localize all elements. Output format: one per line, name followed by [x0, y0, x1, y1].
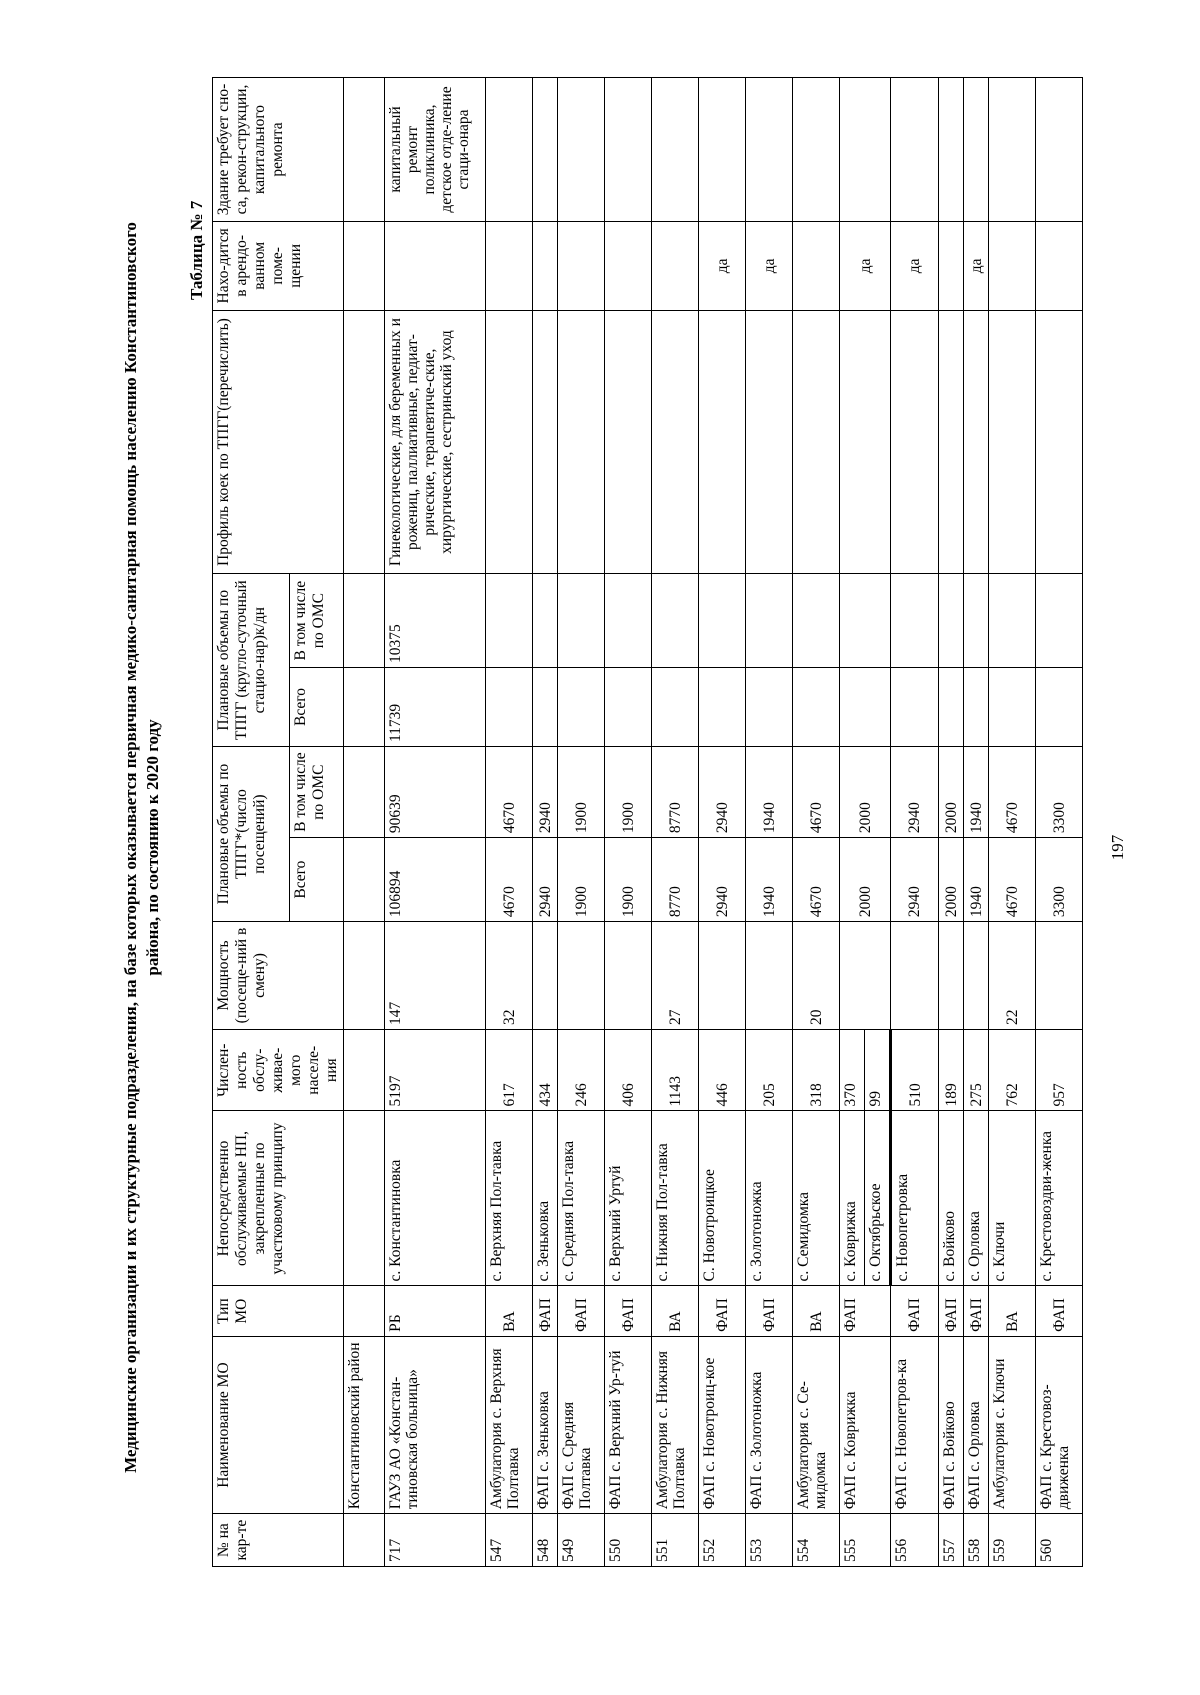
header-visits-group: Плановые объемы по ТПГГ*(число посещений)	[213, 747, 290, 922]
cell-served: с. Верхний Уртуй	[605, 1111, 652, 1286]
cell-type: ФАП	[1036, 1286, 1083, 1336]
cell-population: 434	[533, 1029, 558, 1111]
cell-population: 510	[891, 1029, 939, 1111]
cell-served: с. Средняя Пол-тавка	[558, 1111, 605, 1286]
table-row	[652, 78, 699, 1567]
cell-repair	[989, 78, 1036, 222]
header-beds-group: Плановые объемы по ТПГГ (кругло-суточный стацио-нар)к/дн	[213, 574, 290, 747]
cell-population: 762	[989, 1029, 1036, 1111]
cell-capacity	[558, 922, 605, 1030]
cell-profile	[746, 310, 793, 574]
cell-repair	[746, 78, 793, 222]
cell-visits-oms: 2940	[533, 747, 558, 838]
cell-type: ФАП	[533, 1286, 558, 1336]
cell-visits-total: 8770	[652, 838, 699, 922]
table-row-main-hospital	[385, 78, 486, 1567]
cell-capacity	[1036, 922, 1083, 1030]
header-population: Числен-ность обслу-живае-мого населе-ния	[213, 1029, 344, 1111]
document-title	[120, 120, 164, 1575]
cell-beds-oms	[891, 574, 939, 668]
cell-num: 717	[385, 1514, 486, 1567]
table-header	[213, 78, 344, 1567]
cell-name: Амбулатория с. Нижняя Полтавка	[652, 1336, 699, 1513]
cell-beds-oms	[699, 574, 746, 668]
cell-beds-total	[558, 667, 605, 746]
cell-name: ФАП с. Новотроиц-кое	[699, 1336, 746, 1513]
cell-name: ФАП с. Верхний Ур-туй	[605, 1336, 652, 1513]
cell-visits-oms: 2000	[939, 747, 964, 838]
cell-visits-oms: 1940	[964, 747, 989, 838]
cell-served: с. Семидомка	[793, 1111, 840, 1286]
cell-visits-total: 1940	[746, 838, 793, 922]
cell-visits-total: 1940	[964, 838, 989, 922]
cell-visits-oms: 2000	[840, 747, 891, 838]
page-number: 197	[1108, 834, 1127, 861]
cell-visits-oms: 8770	[652, 747, 699, 838]
cell-beds-oms	[652, 574, 699, 668]
header-beds-oms: В том числе по ОМС	[290, 574, 344, 668]
cell-num: 547	[486, 1514, 533, 1567]
cell-name: Амбулатория с. Се-мидомка	[793, 1336, 840, 1513]
cell-name: ФАП с. Войково	[939, 1336, 964, 1513]
cell-type: ФАП	[558, 1286, 605, 1336]
cell-beds-oms	[793, 574, 840, 668]
table-row	[486, 78, 533, 1567]
cell-population: 189	[939, 1029, 964, 1111]
cell-capacity	[939, 922, 964, 1030]
cell-beds-total	[533, 667, 558, 746]
cell-num: 553	[746, 1514, 793, 1567]
title-line-2: района, по состоянию к 2020 году	[143, 719, 162, 976]
cell-population: 5197	[385, 1029, 486, 1111]
header-capacity: Мощность (посеще-ний в смену)	[213, 922, 344, 1030]
cell-beds-oms	[939, 574, 964, 668]
cell-visits-total: 2940	[891, 838, 939, 922]
cell-capacity: 32	[486, 922, 533, 1030]
header-rented: Нахо-дится в арендо-ванном поме-щении	[213, 221, 344, 310]
cell-num: 552	[699, 1514, 746, 1567]
cell-beds-oms	[605, 574, 652, 668]
cell-type: ФАП	[605, 1286, 652, 1336]
cell-served: С. Новотроицкое	[699, 1111, 746, 1286]
cell-population: 957	[1036, 1029, 1083, 1111]
cell-visits-oms: 1900	[605, 747, 652, 838]
cell-beds-oms	[533, 574, 558, 668]
cell-capacity: 27	[652, 922, 699, 1030]
cell-type: ФАП	[746, 1286, 793, 1336]
cell-beds-total	[699, 667, 746, 746]
cell-served: с. Золотоножка	[746, 1111, 793, 1286]
cell-repair: капитальный ремонт поликлиника, детское отде-ление стаци-онара	[385, 78, 486, 222]
cell-rented	[385, 221, 486, 310]
cell-served: с. Зеньковка	[533, 1111, 558, 1286]
cell-served: с. Нижняя Пол-тавка	[652, 1111, 699, 1286]
table-row	[939, 78, 964, 1567]
cell-visits-oms: 1940	[746, 747, 793, 838]
table-body	[344, 78, 486, 1567]
cell-num: 551	[652, 1514, 699, 1567]
cell-repair	[558, 78, 605, 222]
cell-visits-oms: 1900	[558, 747, 605, 838]
cell-repair	[1036, 78, 1083, 222]
cell-profile	[605, 310, 652, 574]
cell-population: 99	[865, 1029, 891, 1111]
cell-beds-total	[746, 667, 793, 746]
table-caption: Таблица № 7	[187, 200, 206, 300]
cell-capacity	[605, 922, 652, 1030]
cell-population: 406	[605, 1029, 652, 1111]
cell-rented: да	[840, 221, 891, 310]
table-body-section-a	[486, 78, 840, 1567]
cell-type: ФАП	[699, 1286, 746, 1336]
cell-beds-total	[840, 667, 891, 746]
cell-num: 556	[891, 1514, 939, 1567]
cell-beds-total	[1036, 667, 1083, 746]
table-row	[1036, 78, 1083, 1567]
cell-name: ФАП с. Золотоножка	[746, 1336, 793, 1513]
cell-rented	[1036, 221, 1083, 310]
cell-num: 560	[1036, 1514, 1083, 1567]
cell-profile	[652, 310, 699, 574]
cell-type: ВА	[486, 1286, 533, 1336]
cell-rented	[939, 221, 964, 310]
cell-capacity	[533, 922, 558, 1030]
cell-beds-oms: 10375	[385, 574, 486, 668]
cell-empty	[344, 1514, 385, 1567]
cell-repair	[891, 78, 939, 222]
cell-served: с. Константиновка	[385, 1111, 486, 1286]
cell-population: 617	[486, 1029, 533, 1111]
cell-num: 548	[533, 1514, 558, 1567]
cell-rented	[652, 221, 699, 310]
cell-capacity: 147	[385, 922, 486, 1030]
cell-name: ФАП с. Крестовоз-движенка	[1036, 1336, 1083, 1513]
cell-profile	[989, 310, 1036, 574]
header-beds-total: Всего	[290, 667, 344, 746]
cell-profile: Гинекологические, для беременных и рожениц, паллиативные, педиат-рические, терапевтиче-ские, хирургические, сестринский уход	[385, 310, 486, 574]
cell-name: ФАП с. Орловка	[964, 1336, 989, 1513]
cell-visits-oms: 4670	[486, 747, 533, 838]
table-row	[891, 78, 939, 1567]
cell-type: РБ	[385, 1286, 486, 1336]
cell-profile	[793, 310, 840, 574]
cell-served: с. Верхняя Пол-тавка	[486, 1111, 533, 1286]
cell-beds-total: 11739	[385, 667, 486, 746]
cell-rented	[989, 221, 1036, 310]
cell-beds-total	[989, 667, 1036, 746]
cell-num: 559	[989, 1514, 1036, 1567]
cell-population: 370	[840, 1029, 865, 1111]
cell-population: 275	[964, 1029, 989, 1111]
cell-rented: да	[746, 221, 793, 310]
cell-capacity	[699, 922, 746, 1030]
header-profile: Профиль коек по ТПГГ(перечислить)	[213, 310, 344, 574]
cell-rented	[793, 221, 840, 310]
header-visits-oms: В том числе по ОМС	[290, 747, 344, 838]
table-row	[989, 78, 1036, 1567]
table-body-section-b	[891, 78, 1083, 1567]
cell-repair	[652, 78, 699, 222]
cell-visits-oms: 90639	[385, 747, 486, 838]
header-served: Непосредственно обслуживаемые НП, закрепленные по участковому принципу	[213, 1111, 344, 1286]
table-row	[699, 78, 746, 1567]
cell-beds-total	[793, 667, 840, 746]
cell-beds-oms	[989, 574, 1036, 668]
cell-beds-oms	[1036, 574, 1083, 668]
cell-visits-total: 2000	[840, 838, 891, 922]
header-visits-total: Всего	[290, 838, 344, 922]
cell-served: с. Коврижка	[840, 1111, 865, 1286]
cell-visits-total: 4670	[989, 838, 1036, 922]
cell-rented	[486, 221, 533, 310]
cell-beds-total	[964, 667, 989, 746]
cell-capacity	[840, 922, 891, 1030]
cell-visits-total: 1900	[605, 838, 652, 922]
cell-num: 549	[558, 1514, 605, 1567]
cell-profile	[964, 310, 989, 574]
cell-type: ВА	[652, 1286, 699, 1336]
cell-type: ФАП	[891, 1286, 939, 1336]
header-num: № на кар-те	[213, 1514, 344, 1567]
table-row	[793, 78, 840, 1567]
cell-served: с. Октябрьское	[865, 1111, 891, 1286]
cell-population: 205	[746, 1029, 793, 1111]
cell-rented	[533, 221, 558, 310]
cell-served: с. Крестовоздви-женка	[1036, 1111, 1083, 1286]
cell-name: ФАП с. Коврижка	[840, 1336, 891, 1513]
cell-repair	[964, 78, 989, 222]
cell-beds-oms	[746, 574, 793, 668]
cell-population: 1143	[652, 1029, 699, 1111]
cell-name: ФАП с. Новопетров-ка	[891, 1336, 939, 1513]
cell-profile	[840, 310, 891, 574]
cell-num: 555	[840, 1514, 891, 1567]
cell-profile	[1036, 310, 1083, 574]
cell-repair	[840, 78, 891, 222]
district-name: Константиновский район	[344, 1336, 385, 1513]
cell-type: ВА	[989, 1286, 1036, 1336]
cell-beds-oms	[840, 574, 891, 668]
cell-capacity	[964, 922, 989, 1030]
cell-repair	[486, 78, 533, 222]
cell-profile	[533, 310, 558, 574]
cell-beds-total	[939, 667, 964, 746]
table-row	[964, 78, 989, 1567]
cell-visits-oms: 3300	[1036, 747, 1083, 838]
cell-population: 318	[793, 1029, 840, 1111]
cell-population: 246	[558, 1029, 605, 1111]
table-row	[840, 78, 865, 1567]
table-row-district	[344, 78, 385, 1567]
header-type: Тип МО	[213, 1286, 344, 1336]
cell-visits-oms: 2940	[891, 747, 939, 838]
cell-beds-total	[605, 667, 652, 746]
cell-rented: да	[891, 221, 939, 310]
cell-beds-oms	[964, 574, 989, 668]
cell-visits-oms: 2940	[699, 747, 746, 838]
header-name: Наименование МО	[213, 1336, 344, 1513]
cell-capacity	[746, 922, 793, 1030]
cell-beds-oms	[558, 574, 605, 668]
cell-num: 550	[605, 1514, 652, 1567]
cell-type: ВА	[793, 1286, 840, 1336]
cell-profile	[486, 310, 533, 574]
cell-visits-total: 2000	[939, 838, 964, 922]
cell-rented	[605, 221, 652, 310]
medical-organizations-table	[212, 77, 1083, 1567]
cell-visits-total: 2940	[533, 838, 558, 922]
cell-rented: да	[964, 221, 989, 310]
cell-beds-oms	[486, 574, 533, 668]
cell-name: Амбулатория с. Верхняя Полтавка	[486, 1336, 533, 1513]
cell-visits-oms: 4670	[989, 747, 1036, 838]
cell-type: ФАП	[964, 1286, 989, 1336]
header-repair: Здание требует сно-са, рекон-струкции, капитального ремонта	[213, 78, 344, 222]
table-body-section-555	[840, 78, 891, 1567]
table-row	[746, 78, 793, 1567]
cell-visits-total: 2940	[699, 838, 746, 922]
cell-capacity: 22	[989, 922, 1036, 1030]
cell-beds-total	[486, 667, 533, 746]
cell-capacity: 20	[793, 922, 840, 1030]
cell-repair	[793, 78, 840, 222]
cell-beds-total	[891, 667, 939, 746]
cell-visits-total: 4670	[486, 838, 533, 922]
cell-population: 446	[699, 1029, 746, 1111]
table-row	[533, 78, 558, 1567]
cell-beds-total	[652, 667, 699, 746]
cell-rented	[558, 221, 605, 310]
cell-repair	[533, 78, 558, 222]
cell-type: ФАП	[939, 1286, 964, 1336]
cell-profile	[939, 310, 964, 574]
cell-served: с. Новопетровка	[891, 1111, 939, 1286]
cell-visits-total: 1900	[558, 838, 605, 922]
cell-profile	[558, 310, 605, 574]
cell-capacity	[891, 922, 939, 1030]
cell-num: 558	[964, 1514, 989, 1567]
cell-served: с. Войково	[939, 1111, 964, 1286]
cell-served: с. Ключи	[989, 1111, 1036, 1286]
cell-repair	[939, 78, 964, 222]
cell-profile	[699, 310, 746, 574]
cell-visits-total: 106894	[385, 838, 486, 922]
cell-name: ФАП с. Зеньковка	[533, 1336, 558, 1513]
cell-repair	[605, 78, 652, 222]
cell-visits-total: 4670	[793, 838, 840, 922]
cell-name: ФАП с. Средняя Полтавка	[558, 1336, 605, 1513]
cell-rented: да	[699, 221, 746, 310]
table-row	[558, 78, 605, 1567]
cell-profile	[891, 310, 939, 574]
cell-name: ГАУЗ АО «Констан-тиновская больница»	[385, 1336, 486, 1513]
cell-visits-oms: 4670	[793, 747, 840, 838]
cell-num: 557	[939, 1514, 964, 1567]
cell-type: ФАП	[840, 1286, 891, 1336]
cell-name: Амбулатория с. Ключи	[989, 1336, 1036, 1513]
table-row	[605, 78, 652, 1567]
title-line-1: Медицинские организации и их структурные подразделения, на базе которых оказывается первичная медико-санитарная помощь населению Константиновского	[121, 222, 140, 1473]
cell-repair	[699, 78, 746, 222]
cell-served: с. Орловка	[964, 1111, 989, 1286]
cell-num: 554	[793, 1514, 840, 1567]
cell-visits-total: 3300	[1036, 838, 1083, 922]
